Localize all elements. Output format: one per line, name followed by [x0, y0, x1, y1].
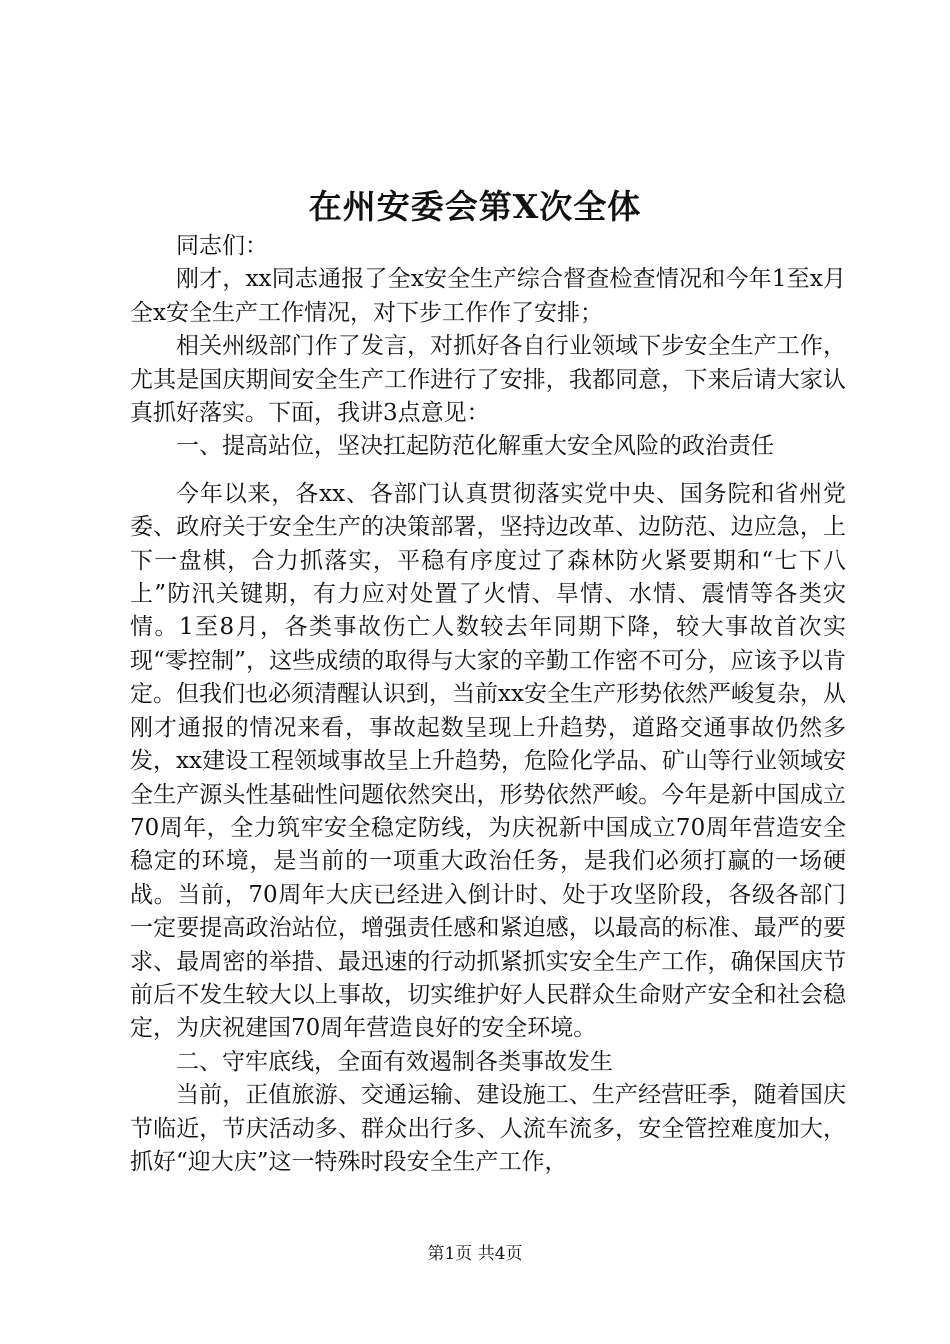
document-title: 在州安委会第X次全体: [308, 187, 642, 226]
page-footer: 第1页 共4页: [427, 1244, 523, 1264]
paragraph: 今年以来，各xx、各部门认真贯彻落实党中央、国务院和省州党委、政府关于安全生产的决策部署，坚持边改革、边防范、边应急，上下一盘棋，合力抓落实，平稳有序度过了森林防火紧要期和“七下八上”防汛关键期，有力应对处置了火情、旱情、水情、震情等各类灾情。1至8月，各类事故伤亡人数较去年同期下降，较大事故首次实现“零控制”，这些成绩的取得与大家的辛勤工作密不可分，应该予以肯定。但我们也必须清醒认识到，当前xx安全生产形势依然严峻复杂，从刚才通报的情况来看，事故起数呈现上升趋势，道路交通事故仍然多发，xx建设工程领域事故呈上升趋势，危险化学品、矿山等行业领域安全生产源头性基础性问题依然突出，形势依然严峻。今年是新中国成立70周年，全力筑牢安全稳定防线，为庆祝新中国成立70周年营造安全稳定的环境，是当前的一项重大政治任务，是我们必须打赢的一场硬战。当前，70周年大庆已经进入倒计时、处于攻坚阶段，各级各部门一定要提高政治站位，增强责任感和紧迫感，以最高的标准、最严的要求、最周密的举措、最迅速的行动抓紧抓实安全生产工作，确保国庆节前后不发生较大以上事故，切实维护好人民群众生命财产安全和社会稳定，为庆祝建国70周年营造良好的安全环境。: [130, 480, 846, 1042]
document-body: [130, 230, 846, 1179]
paragraph: 相关州级部门作了发言，对抓好各自行业领域下步安全生产工作，尤其是国庆期间安全生产工作进行了安排，我都同意，下来后请大家认真抓好落实。下面，我讲3点意见：: [130, 333, 846, 427]
section-heading-1: 一、提高站位，坚决扛起防范化解重大安全风险的政治责任: [176, 433, 774, 460]
section-heading-2: 二、守牢底线，全面有效遏制各类事故发生: [176, 1048, 613, 1075]
paragraph: 刚才，xx同志通报了全x安全生产综合督查检查情况和今年1至x月全x安全生产工作情况，对下步工作作了安排；: [130, 266, 846, 326]
paragraph-salutation: 同志们：: [176, 233, 268, 259]
paragraph: 当前，正值旅游、交通运输、建设施工、生产经营旺季，随着国庆节临近，节庆活动多、群众出行多、人流车流多，安全管控难度加大，抓好“迎大庆”这一特殊时段安全生产工作，: [130, 1082, 846, 1175]
